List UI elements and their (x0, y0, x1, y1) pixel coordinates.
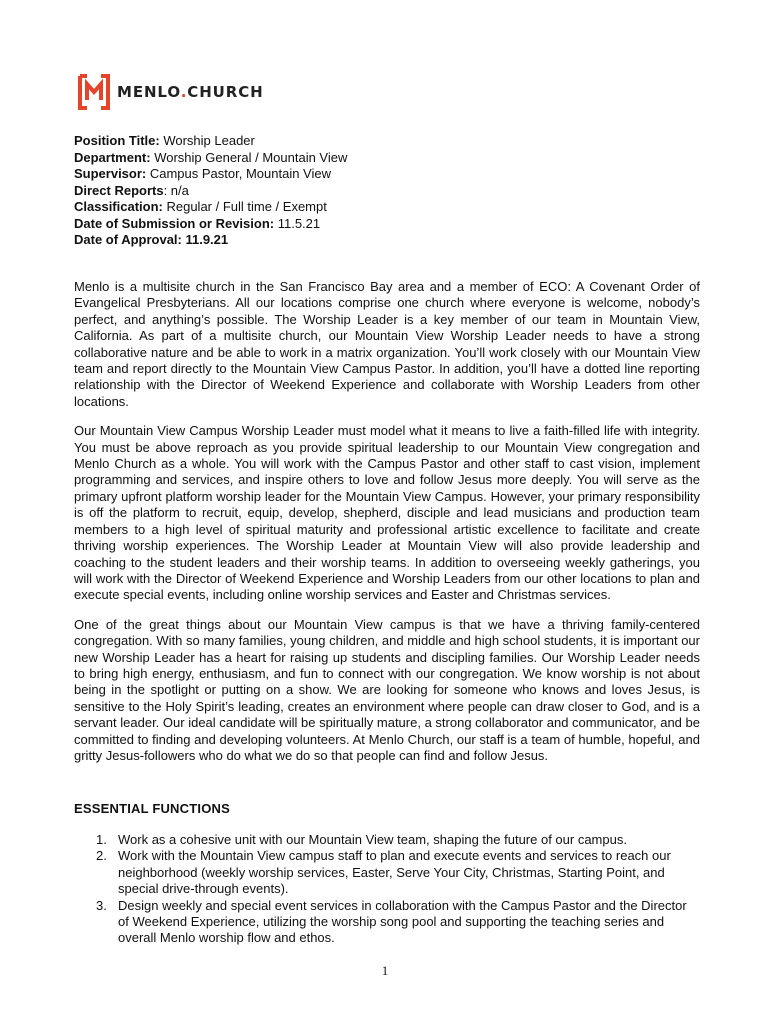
list-item (74, 832, 700, 848)
list-number: 2. (96, 848, 107, 864)
page-number: 1 (381, 963, 389, 978)
meta-date-submission: Date of Submission or Revision: 11.5.21 (74, 215, 321, 231)
list-number: 1. (96, 832, 107, 847)
meta-department: Department: Worship General / Mountain View (74, 149, 348, 165)
meta-classification: Classification: Regular / Full time / Exempt (74, 199, 327, 214)
position-meta (74, 133, 714, 249)
list-item (74, 898, 700, 947)
essential-functions-list (74, 832, 700, 947)
meta-date-approval: Date of Approval: 11.9.21 (74, 232, 229, 247)
meta-position-title: Position Title: Worship Leader (74, 133, 255, 148)
menlo-m-logo-icon (75, 73, 113, 111)
list-text: Work as a cohesive unit with our Mountain View team, shaping the future of our campus. (118, 832, 627, 847)
essential-functions-heading: ESSENTIAL FUNCTIONS (74, 801, 230, 816)
description-body (74, 279, 700, 777)
list-text: Work with the Mountain View campus staff to plan and execute events and services to reach our neighborhood (weekly worship services, Easter, Serve Your City, Christmas, Starting Point, and special drive-through events). (118, 848, 671, 897)
meta-supervisor: Supervisor: Campus Pastor, Mountain View (74, 166, 331, 181)
logo-wordmark: MENLO.CHURCH (117, 83, 264, 101)
list-text: Design weekly and special event services in collaboration with the Campus Pastor and the Director of Weekend Experience, utilizing the worship song pool and supporting the teaching series and overall Menlo worship flow and ethos. (118, 897, 687, 946)
meta-direct-reports: Direct Reports: n/a (74, 182, 189, 198)
intro-paragraph: Menlo is a multisite church in the San Francisco Bay area and a member of ECO: A Covenant Order of Evangelical Presbyterians. All our locations comprise one church where everyone is welcome, nobody’s perfect, and anything’s possible. The Worship Leader is a key member of our team in Mountain View, California. As part of a multisite church, our Mountain View Worship Leader needs to have a strong collaborative nature and be able to work in a matrix organization. You’ll work closely with our Mountain View team and report directly to the Mountain View Campus Pastor. In addition, you’ll have a dotted line reporting relationship with the Director of Weekend Experience and collaborate with Worship Leaders from other locations. (74, 279, 700, 409)
campus-paragraph: One of the great things about our Mountain View campus is that we have a thriving family-centered congregation. With so many families, young children, and middle and high school students, it is important our new Worship Leader has a heart for raising up students and discipling families. Our Worship Leader needs to bring high energy, enthusiasm, and fun to connect with our congregation. We know worship is not about being in the spotlight or putting on a show. We are looking for someone who knows and loves Jesus, is sensitive to the Holy Spirit’s leading, creates an environment where people can draw closer to God, and is a servant leader. Our ideal candidate will be spiritually mature, a strong collaborator and communicator, and be committed to finding and developing volunteers. At Menlo Church, our staff is a team of humble, hopeful, and gritty Jesus-followers who do what we do so that people can find and follow Jesus. (74, 616, 700, 763)
menlo-church-logo (75, 73, 264, 111)
list-item (74, 848, 700, 897)
list-number: 3. (96, 897, 107, 913)
role-paragraph: Our Mountain View Campus Worship Leader must model what it means to live a faith-filled life with integrity. You must be above reproach as you provide spiritual leadership to our Mountain View congregation and Menlo Church as a whole. You will work with the Campus Pastor and other staff to cast vision, implement programming and services, and inspire others to love and follow Jesus more deeply. You will serve as the primary upfront platform worship leader for the Mountain View Campus. However, your primary responsibility is off the platform to recruit, equip, develop, shepherd, disciple and lead musicians and production team members to a high level of spiritual maturity and professional artistic excellence to facilitate and create thriving worship experiences. The Worship Leader at Mountain View will also provide leadership and coaching to the student leaders and their worship teams. In addition to overseeing weekly gatherings, you will work with the Director of Weekend Experience and Worship Leaders from our other locations to plan and execute special events, including online worship services and Easter and Christmas services. (74, 423, 700, 603)
